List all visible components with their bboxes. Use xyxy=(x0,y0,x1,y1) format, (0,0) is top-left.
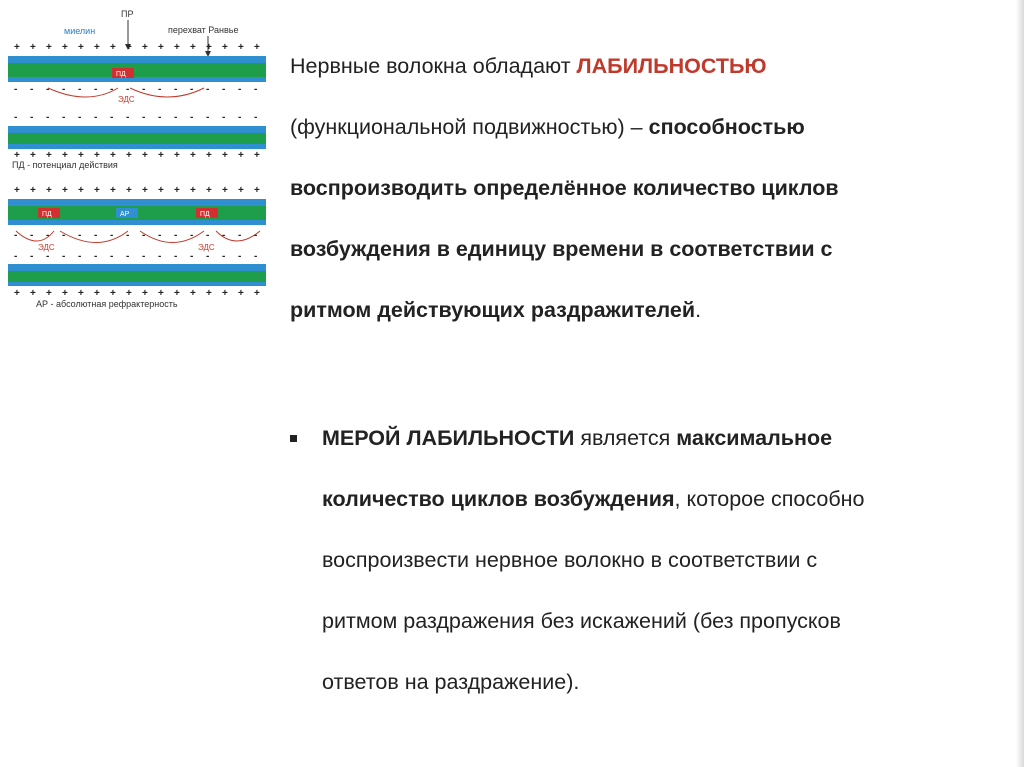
plus-charge-mark: + xyxy=(158,150,164,161)
label-ranvier: перехват Ранвье xyxy=(168,25,239,35)
plus-charge-mark: + xyxy=(110,288,116,299)
bullet-line-2: количество циклов возбуждения, которое способно xyxy=(322,487,865,511)
definition-line-4: возбуждения в единицу времени в соответствии с xyxy=(290,237,833,261)
plus-charge-mark: + xyxy=(174,42,180,53)
plus-charge-mark: + xyxy=(190,288,196,299)
plus-charge-mark: + xyxy=(30,42,36,53)
minus-charge-mark: - xyxy=(174,84,178,95)
minus-charge-mark: - xyxy=(158,84,162,95)
plus-charge-mark: + xyxy=(78,42,84,53)
minus-charge-mark: - xyxy=(158,112,162,123)
lability-definition xyxy=(290,36,970,341)
minus-charge-mark: - xyxy=(94,112,98,123)
label-myelin: миелин xyxy=(64,26,96,36)
minus-charge-mark: - xyxy=(126,230,130,241)
plus-charge-mark: + xyxy=(254,150,260,161)
minus-charge-mark: - xyxy=(78,251,82,262)
minus-charge-mark: - xyxy=(158,230,162,241)
plus-charge-mark: + xyxy=(62,42,68,53)
minus-charge-mark: - xyxy=(94,230,98,241)
slide-right-edge xyxy=(1016,0,1024,767)
minus-charge-mark: - xyxy=(62,84,66,95)
plus-charge-mark: + xyxy=(190,185,196,196)
minus-charge-mark: - xyxy=(174,230,178,241)
label-pr: ПР xyxy=(121,9,134,19)
plus-charge-mark: + xyxy=(206,185,212,196)
fiber-2 xyxy=(8,126,266,149)
definition-line-1: Нервные волокна обладают ЛАБИЛЬНОСТЬЮ xyxy=(290,54,767,78)
minus-charge-mark: - xyxy=(174,112,178,123)
nerve-fiber-svg xyxy=(8,6,272,316)
plus-charge-mark: + xyxy=(174,185,180,196)
minus-charge-mark: - xyxy=(46,84,50,95)
plus-charge-mark: + xyxy=(254,42,260,53)
plus-charge-mark: + xyxy=(14,150,20,161)
plus-charge-mark: + xyxy=(206,42,212,53)
minus-charge-mark: - xyxy=(62,230,66,241)
caption-pd: ПД - потенциал действия xyxy=(12,160,118,170)
plus-charge-mark: + xyxy=(110,185,116,196)
lability-measure-bullet xyxy=(290,408,970,713)
minus-charge-mark: - xyxy=(94,84,98,95)
plus-charge-mark: + xyxy=(142,185,148,196)
plus-charge-mark: + xyxy=(78,288,84,299)
plus-charge-mark: + xyxy=(110,42,116,53)
fiber-3 xyxy=(8,199,266,252)
minus-charge-mark: - xyxy=(14,230,18,241)
eds-label-1: ЭДС xyxy=(118,95,135,104)
bullet-line-4: ритмом раздражения без искажений (без пропусков xyxy=(322,609,841,633)
plus-charge-mark: + xyxy=(62,185,68,196)
plus-charge-mark: + xyxy=(190,42,196,53)
minus-charge-mark: - xyxy=(174,251,178,262)
minus-charge-mark: - xyxy=(238,112,242,123)
minus-charge-mark: - xyxy=(222,230,226,241)
pd-label-3: ПД xyxy=(200,211,210,218)
minus-charge-mark: - xyxy=(78,112,82,123)
minus-charge-mark: - xyxy=(62,112,66,123)
plus-charge-mark: + xyxy=(78,185,84,196)
plus-charge-mark: + xyxy=(190,150,196,161)
plus-charge-mark: + xyxy=(78,150,84,161)
minus-charge-mark: - xyxy=(238,84,242,95)
plus-charge-mark: + xyxy=(254,185,260,196)
pd-label-1: ПД xyxy=(116,71,126,78)
plus-charge-mark: + xyxy=(94,185,100,196)
plus-charge-mark: + xyxy=(142,288,148,299)
plus-charge-mark: + xyxy=(222,288,228,299)
minus-charge-mark: - xyxy=(142,251,146,262)
minus-charge-mark: - xyxy=(254,230,258,241)
plus-charge-mark: + xyxy=(46,185,52,196)
minus-charge-mark: - xyxy=(222,112,226,123)
plus-charge-mark: + xyxy=(14,185,20,196)
plus-charge-mark: + xyxy=(14,288,20,299)
plus-charge-mark: + xyxy=(174,150,180,161)
minus-charge-mark: - xyxy=(30,84,34,95)
plus-charge-mark: + xyxy=(142,42,148,53)
minus-charge-mark: - xyxy=(46,230,50,241)
plus-charge-mark: + xyxy=(30,288,36,299)
plus-charge-mark: + xyxy=(222,185,228,196)
plus-charge-mark: + xyxy=(174,288,180,299)
minus-charge-mark: - xyxy=(190,251,194,262)
minus-charge-mark: - xyxy=(222,84,226,95)
minus-charge-mark: - xyxy=(142,84,146,95)
plus-charge-mark: + xyxy=(158,42,164,53)
plus-charge-mark: + xyxy=(46,288,52,299)
bullet-square-icon xyxy=(290,435,297,442)
definition-line-3: воспроизводить определённое количество циклов xyxy=(290,176,839,200)
pd-label-2: ПД xyxy=(42,211,52,218)
eds-label-2: ЭДС xyxy=(38,243,55,252)
plus-charge-mark: + xyxy=(254,288,260,299)
minus-charge-mark: - xyxy=(126,112,130,123)
plus-charge-mark: + xyxy=(110,150,116,161)
minus-charge-mark: - xyxy=(222,251,226,262)
plus-charge-mark: + xyxy=(238,185,244,196)
minus-charge-mark: - xyxy=(78,230,82,241)
minus-charge-mark: - xyxy=(158,251,162,262)
minus-charge-mark: - xyxy=(30,251,34,262)
bullet-line-1: МЕРОЙ ЛАБИЛЬНОСТИ является максимальное xyxy=(322,426,833,450)
plus-charge-mark: + xyxy=(126,42,132,53)
minus-charge-mark: - xyxy=(14,251,18,262)
plus-charge-mark: + xyxy=(94,150,100,161)
caption-ar: АР - абсолютная рефрактерность xyxy=(36,299,178,309)
minus-charge-mark: - xyxy=(110,84,114,95)
fiber-4 xyxy=(8,264,266,286)
plus-charge-mark: + xyxy=(94,42,100,53)
plus-charge-mark: + xyxy=(206,150,212,161)
plus-charge-mark: + xyxy=(238,42,244,53)
minus-charge-mark: - xyxy=(190,112,194,123)
plus-charge-mark: + xyxy=(238,288,244,299)
minus-charge-mark: - xyxy=(14,112,18,123)
eds-label-3: ЭДС xyxy=(198,243,215,252)
definition-line-2: (функциональной подвижностью) – способностью xyxy=(290,115,805,139)
plus-charge-mark: + xyxy=(62,150,68,161)
minus-charge-mark: - xyxy=(94,251,98,262)
nerve-fiber-diagram xyxy=(8,6,272,316)
plus-charge-mark: + xyxy=(30,150,36,161)
minus-charge-mark: - xyxy=(238,230,242,241)
minus-charge-mark: - xyxy=(14,84,18,95)
minus-charge-mark: - xyxy=(190,230,194,241)
plus-charge-mark: + xyxy=(158,288,164,299)
minus-charge-mark: - xyxy=(46,251,50,262)
plus-charge-mark: + xyxy=(46,150,52,161)
minus-charge-mark: - xyxy=(142,230,146,241)
minus-charge-mark: - xyxy=(110,251,114,262)
plus-charge-mark: + xyxy=(62,288,68,299)
term-lability: ЛАБИЛЬНОСТЬЮ xyxy=(576,54,767,78)
minus-charge-mark: - xyxy=(238,251,242,262)
plus-charge-mark: + xyxy=(142,150,148,161)
minus-charge-mark: - xyxy=(206,251,210,262)
plus-charge-mark: + xyxy=(158,185,164,196)
plus-charge-mark: + xyxy=(126,288,132,299)
plus-charge-mark: + xyxy=(238,150,244,161)
minus-charge-mark: - xyxy=(46,112,50,123)
minus-charge-mark: - xyxy=(190,84,194,95)
definition-line-5: ритмом действующих раздражителей. xyxy=(290,298,702,322)
minus-charge-mark: - xyxy=(110,230,114,241)
fiber-1 xyxy=(8,56,266,104)
minus-charge-mark: - xyxy=(126,84,130,95)
minus-charge-mark: - xyxy=(30,112,34,123)
minus-charge-mark: - xyxy=(206,84,210,95)
minus-charge-mark: - xyxy=(126,251,130,262)
plus-charge-mark: + xyxy=(30,185,36,196)
plus-charge-mark: + xyxy=(206,288,212,299)
minus-charge-mark: - xyxy=(254,84,258,95)
plus-charge-mark: + xyxy=(126,150,132,161)
plus-charge-mark: + xyxy=(222,150,228,161)
minus-charge-mark: - xyxy=(78,84,82,95)
minus-charge-mark: - xyxy=(110,112,114,123)
minus-charge-mark: - xyxy=(206,230,210,241)
minus-charge-mark: - xyxy=(254,112,258,123)
ar-label: АР xyxy=(120,211,130,218)
plus-charge-mark: + xyxy=(126,185,132,196)
plus-charge-mark: + xyxy=(46,42,52,53)
minus-charge-mark: - xyxy=(62,251,66,262)
minus-charge-mark: - xyxy=(30,230,34,241)
plus-charge-mark: + xyxy=(222,42,228,53)
minus-charge-mark: - xyxy=(206,112,210,123)
minus-charge-mark: - xyxy=(254,251,258,262)
minus-charge-mark: - xyxy=(142,112,146,123)
plus-charge-mark: + xyxy=(94,288,100,299)
plus-charge-mark: + xyxy=(14,42,20,53)
bullet-line-3: воспроизвести нервное волокно в соответствии с xyxy=(322,548,818,572)
bullet-line-5: ответов на раздражение). xyxy=(322,670,580,694)
